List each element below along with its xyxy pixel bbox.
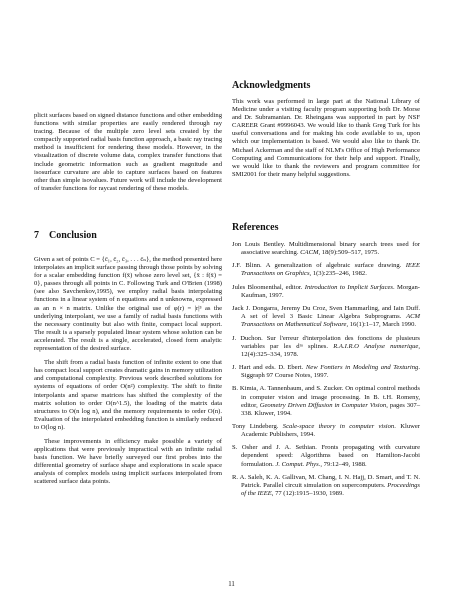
reference-list [232, 241, 420, 503]
reference-item: J.F. Blinn. A generalization of algebraic surface drawing. IEEE Transactions on Graphics, 1(3):235–246, 1982. [232, 262, 420, 278]
reference-item: Jon Louis Bentley. Multidimensional binary search trees used for associative searching. CACM, 18(9):509–517, 1975. [232, 241, 420, 257]
section-title: Conclusion [49, 230, 97, 241]
references-heading: References [232, 222, 279, 233]
conclusion-paragraph-2: The shift from a radial basis function of infinite extent to one that has compact local support creates dramatic gains in memory utilization and computational complexity. Previous work described solutions for systems of equations of order O(n²) complexity. The shift to finite interpolants and sparse matrices has shifted the complexity of the matrix solution to order O(n^1.5), the loading of the matrix data structures to O(n log n), and the memory requirements to order O(n). Evaluation of the interpolated embedding function is similarly reduced to O(log n). [34, 359, 222, 431]
section-number: 7 [34, 230, 39, 241]
reference-item: S. Osher and J. A. Sethian. Fronts propagating with curvature dependent speed: Algorithms based on Hamilton-Jacobi formulation. J. Comput. Phys., 79:12–49, 1988. [232, 444, 420, 468]
acknowledgments-body [232, 98, 420, 179]
acknowledgments-heading: Acknowledgments [232, 80, 311, 91]
conclusion-paragraph-3: These improvements in efficiency make possible a variety of applications that were previously impractical with an infinite radial basis function. We have briefly surveyed our first probes into the differential geometry of surface shape and explorations in scale space analysis of complex models using implicit surfaces interpolated from scattered surface data points. [34, 437, 222, 486]
page-number: 11 [228, 581, 235, 588]
reference-item: B. Kimia, A. Tannenbaum, and S. Zucker. On optimal control methods in computer vision and image processing. In B. t.H. Romeny, editor, Geometry Driven Diffusion in Computer Vision, pages 307–338. Kluwer, 1994. [232, 385, 420, 417]
section-heading [34, 230, 222, 242]
reference-item: J. Duchon. Sur l'erreur d'interpolation des fonctions de plusieurs variables par les dᵐ splines. R.A.I.R.O Analyse numerique, 12(4):325–334, 1978. [232, 334, 420, 358]
reference-item: J. Hart and eds. D. Ebert. New Fontiers in Modeling and Texturing. Siggraph 97 Course Notes, 1997. [232, 364, 420, 380]
acknowledgments-text: This work was performed in large part at the National Library of Medicine under a visiting faculty program supporting both Dr. Morse and Dr. Subramanian. Dr. Rheingans was supported in part by NSF CAREER Grant #9996043. We would like to thank Greg Turk for his useful conversations and for making his code available to us, upon which our implementation is based. We would also like to thank Dr. Michael Ackerman and the staff of NLM's Office of High Performance Computing and Communications for their help and support. Finally, we would like to thank the reviewers and program committee for SMI2001 for their many helpful suggestions. [232, 98, 420, 178]
intro-paragraph: plicit surfaces based on signed distance functions and other embedding functions with similar properties are easily rendered through ray tracing. Because of the multiple zero level sets created by the compactly supported radial basis function approach, a basic ray tracing method is insufficient for rendering these models. However, in the visualization of discrete volume data, complex transfer functions that include geometric information such as gradient magnitude and isosurface curvature are able to capture surfaces based on features other than simple isovalues. Future work will include the development of transfer functions for raycast rendering of these models. [34, 112, 222, 192]
reference-item: Jules Bloomenthal, editor. Introduction to Implicit Surfaces. Morgan-Kaufman, 1997. [232, 283, 420, 299]
conclusion-paragraph-1: Given a set of points C = {c̄₁, c̄₂, c̄₃, . . . c̄ₙ}, the method presented here interpolates an implicit surface passing through those points by solving for a scalar embedding function f(x̄) whose zero level set, {x̄ : f(x̄) = 0}, passes through all points in C. Following Turk and O'Brien (1998) (see also Savchenkov,1995), we employ radial basis interpolating functions in a linear system of n equations and n unknowns, expressed as an n × n matrix. Unlike the original use of φ(r) = |r|³ as the underlying interpolant, we use a family of radial basis functions with the necessary continuity but also with finite, compact local support. The result is a sparsely populated linear system whose solution can be accelerated. The result is a single, accelerated, closed form analytic representation of the desired surface. [34, 256, 222, 353]
conclusion-body [34, 256, 222, 493]
reference-item: Tony Lindeberg. Scale-space theory in computer vision. Kluwer Academic Publishers, 1994. [232, 423, 420, 439]
reference-item: R. A. Saleh, K. A. Gallivan, M. Chang, I. N. Hajj, D. Smart, and T. N. Patrick. Parallel circuit simulation on supercomputers. Proceedings of the IEEE, 77 (12):1915–1930, 1989. [232, 473, 420, 498]
intro-text [34, 112, 222, 193]
reference-item: Jack J. Dongarra, Jeremy Du Croz, Sven Hammarling, and Iain Duff. A set of level 3 Basic Linear Algebra Subprograms. ACM Transactions on Mathematical Software, 16(1):1–17, March 1990. [232, 305, 420, 329]
